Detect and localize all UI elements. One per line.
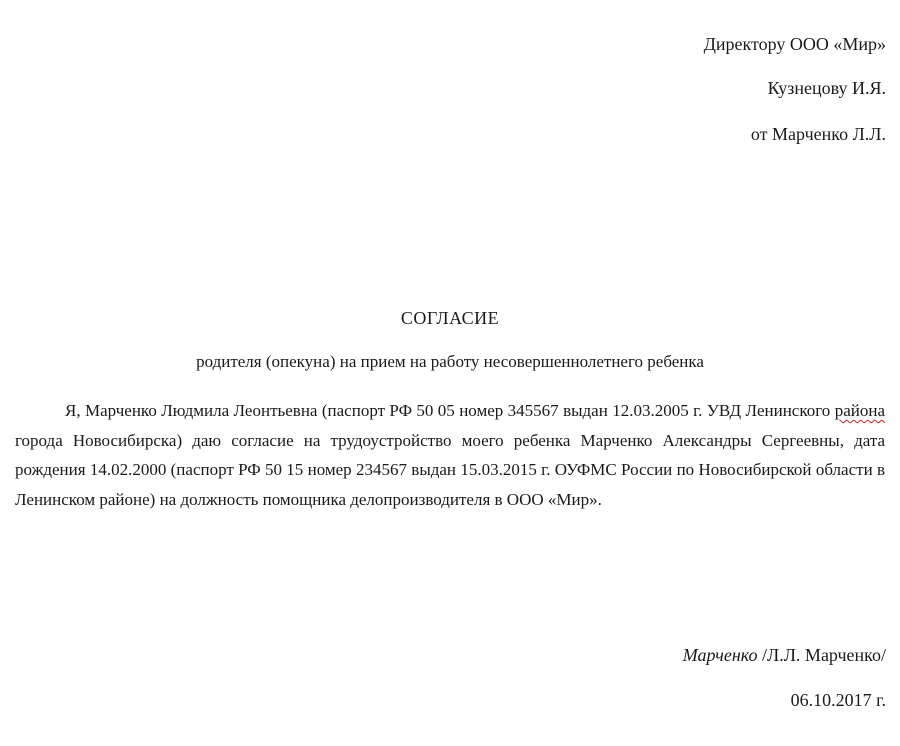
document-title: СОГЛАСИЕ: [400, 308, 500, 328]
document-subtitle: родителя (опекуна) на прием на работу несовершеннолетнего ребенка: [196, 352, 704, 371]
addressee-name: Кузнецову И.Я.: [767, 78, 886, 98]
signature-printed-name: /Л.Л. Марченко/: [757, 645, 886, 665]
addressee-line: Директору ООО «Мир»: [703, 34, 886, 54]
spellcheck-flagged-word: района: [834, 401, 885, 420]
body-text-part-2: города Новосибирска) даю согласие на трудоустройство моего ребенка Марченко Александры Сергеевны, дата рождения 14.02.2000 (паспорт РФ 50 15 номер 234567 выдан 15.03.2015 г. ОУФМС России по Новосибирской области в Ленинском районе) на должность помощника делопроизводителя в ООО «Мир».: [15, 430, 885, 509]
body-paragraph: [15, 396, 885, 514]
body-text-part-1: Я, Марченко Людмила Леонтьевна (паспорт РФ 50 05 номер 345567 выдан 12.03.2005 г. УВД Ленинского: [65, 401, 835, 420]
signature-line: [683, 645, 886, 666]
document-date: 06.10.2017 г.: [790, 690, 886, 710]
sender-line: от Марченко Л.Л.: [750, 124, 886, 144]
signature: Марченко: [682, 645, 758, 665]
